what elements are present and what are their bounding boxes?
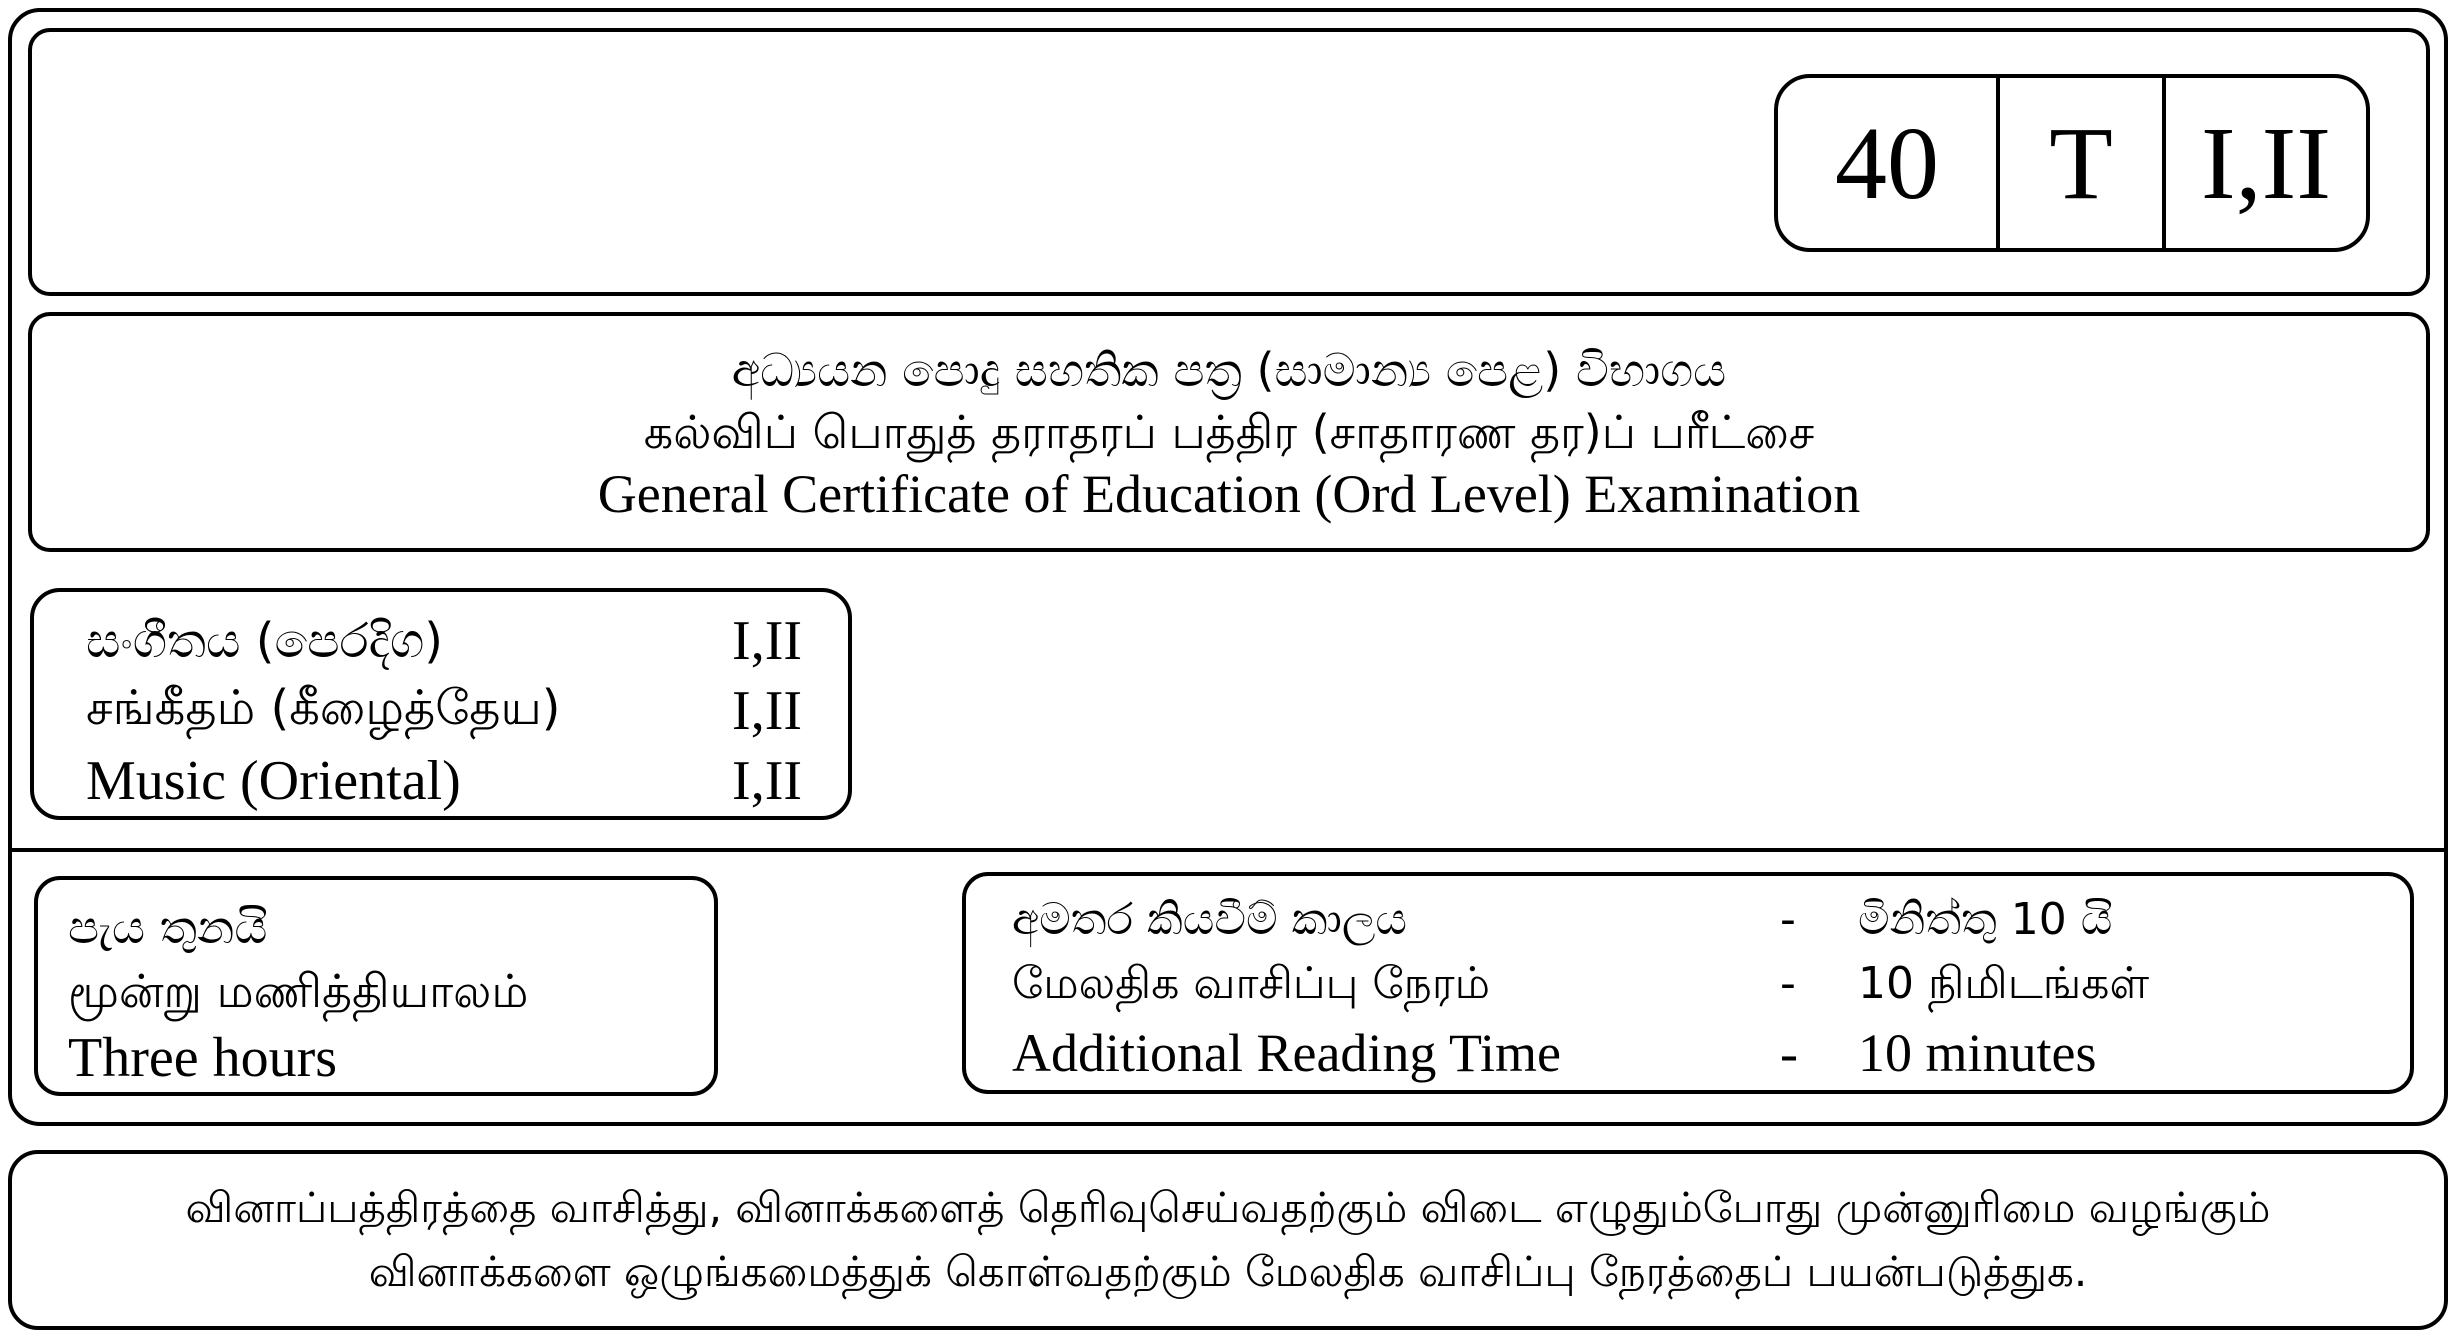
- reading-time-row-sinhala: [1012, 894, 2390, 960]
- reading-time-row-tamil: [1012, 958, 2390, 1024]
- paper-code-number: 40: [1778, 78, 2000, 248]
- reading-time-label-tamil: மேலதிக வாசிப்பு நேரம்: [1012, 958, 1490, 1009]
- subject-parts: I,II: [732, 610, 802, 672]
- reading-time-panel: [962, 872, 2414, 1094]
- exam-title-sinhala: අධ්‍යයන පොදු සහතික පත්‍ර (සාමාන්‍ය පෙළ) විභාගය: [731, 343, 1727, 397]
- subject-row-english: [86, 746, 802, 816]
- reading-time-label-sinhala: අමතර කියවීම් කාලය: [1012, 894, 1408, 945]
- subject-name-sinhala: සංගීතය (පෙරදිග): [86, 612, 444, 669]
- paper-code-letter: T: [2000, 78, 2166, 248]
- subject-name-english: Music (Oriental): [86, 750, 461, 812]
- subject-parts: I,II: [732, 750, 802, 812]
- exam-title-panel: [28, 312, 2430, 552]
- section-divider: [8, 848, 2448, 852]
- instructions-panel: [8, 1150, 2448, 1330]
- paper-code-box: [1774, 74, 2370, 252]
- reading-time-value-english: 10 minutes: [1858, 1023, 2097, 1083]
- duration-panel: [34, 876, 718, 1096]
- reading-time-dash: -: [1780, 894, 1796, 945]
- instructions-line-1: வினாப்பத்திரத்தை வாசித்து, வினாக்களைத் தெரிவுசெய்வதற்கும் விடை எழுதும்போது முன்னுரிமை வழங்கும்: [185, 1183, 2271, 1232]
- duration-sinhala: පැය තුනයි: [68, 900, 268, 954]
- subject-row-sinhala: [86, 606, 802, 676]
- subject-panel: [30, 588, 852, 820]
- reading-time-value-sinhala: මිනිත්තු 10 යි: [1858, 894, 2113, 945]
- reading-time-label-english: Additional Reading Time: [1012, 1023, 1562, 1083]
- paper-code-parts: I,II: [2201, 105, 2331, 221]
- exam-title-tamil: கல்விப் பொதுத் தராதரப் பத்திர (சாதாரண தர)ப் பரீட்சை: [643, 405, 1815, 459]
- exam-title-english: General Certificate of Education (Ord Level) Examination: [597, 464, 1861, 524]
- subject-name-tamil: சங்கீதம் (கீழைத்தேய): [86, 680, 561, 736]
- reading-time-dash: -: [1780, 958, 1796, 1009]
- reading-time-value-tamil: 10 நிமிடங்கள்: [1858, 958, 2150, 1009]
- reading-time-dash: -: [1780, 1023, 1798, 1083]
- subject-parts: I,II: [732, 680, 802, 742]
- duration-english: Three hours: [68, 1027, 338, 1089]
- duration-tamil: மூன்று மணித்தியாலம்: [68, 964, 529, 1018]
- reading-time-row-english: [1012, 1022, 2390, 1088]
- subject-row-tamil: [86, 676, 802, 746]
- instructions-line-2: வினாக்களை ஒழுங்கமைத்துக் கொள்வதற்கும் மேலதிக வாசிப்பு நேரத்தைப் பயன்படுத்துக.: [368, 1247, 2088, 1296]
